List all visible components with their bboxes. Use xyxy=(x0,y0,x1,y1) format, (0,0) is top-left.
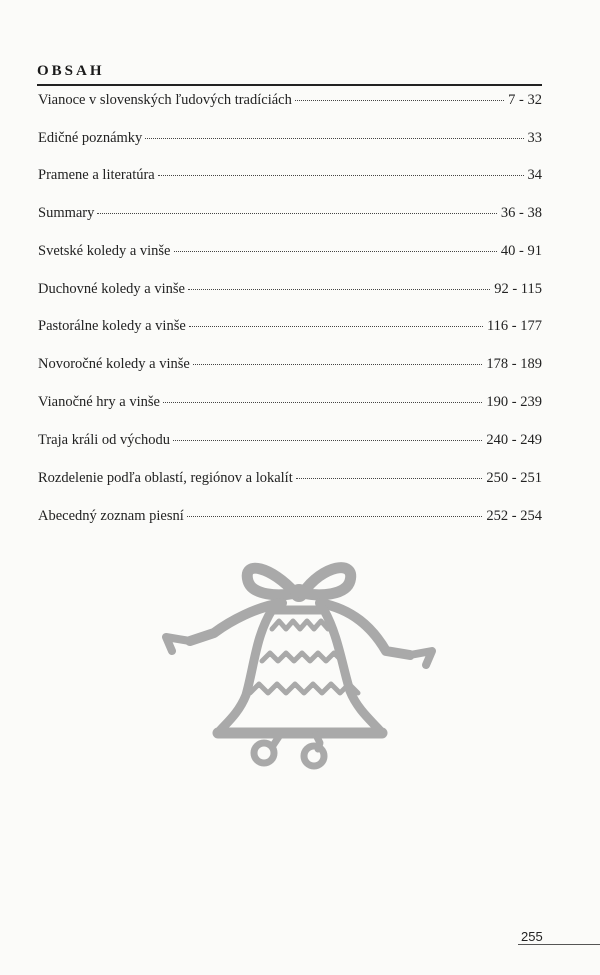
bell-with-bow-icon xyxy=(160,555,440,770)
toc-entry-page: 252 - 254 xyxy=(486,508,542,524)
toc-entry-page: 36 - 38 xyxy=(500,205,542,221)
toc-entry xyxy=(38,281,542,301)
heading-divider xyxy=(37,84,542,86)
page-number: 255 xyxy=(521,929,543,944)
toc-entry xyxy=(38,394,542,414)
toc-entry-title: Vianočné hry a vinše xyxy=(38,394,160,410)
dot-leader xyxy=(174,251,497,252)
toc-entry-title: Novoročné koledy a vinše xyxy=(38,356,190,372)
toc-entry xyxy=(38,92,542,112)
toc-entry-page: 190 - 239 xyxy=(486,394,542,410)
toc-entry-page: 178 - 189 xyxy=(486,356,542,372)
dot-leader xyxy=(193,364,483,365)
toc-entry-title: Pastorálne koledy a vinše xyxy=(38,318,186,334)
toc-entry-title: Pramene a literatúra xyxy=(38,167,155,183)
toc-entry-title: Summary xyxy=(38,205,95,221)
toc-entry-title: Edičné poznámky xyxy=(38,130,143,146)
toc-entry xyxy=(38,243,542,263)
toc-entry-page: 34 xyxy=(527,167,542,183)
toc-entry-page: 250 - 251 xyxy=(486,470,542,486)
toc-entry xyxy=(38,167,542,187)
toc-entry-page: 116 - 177 xyxy=(486,318,542,334)
footer-rule xyxy=(518,944,600,945)
toc-entry xyxy=(38,470,542,490)
toc-entry xyxy=(38,356,542,376)
dot-leader xyxy=(189,326,483,327)
toc-entry-page: 7 - 32 xyxy=(508,92,542,108)
dot-leader xyxy=(145,138,523,139)
toc-entry-title: Svetské koledy a vinše xyxy=(38,243,171,259)
toc-entry-title: Rozdelenie podľa oblastí, regiónov a lokalít xyxy=(38,470,293,486)
toc-entry-title: Vianoce v slovenských ľudových tradíciách xyxy=(38,92,292,108)
toc-entry-page: 92 - 115 xyxy=(494,281,542,297)
toc-heading: OBSAH xyxy=(37,63,105,79)
dot-leader xyxy=(188,289,490,290)
dot-leader xyxy=(173,440,482,441)
toc-entry-title: Duchovné koledy a vinše xyxy=(38,281,185,297)
toc-entry-page: 40 - 91 xyxy=(500,243,542,259)
dot-leader xyxy=(187,516,483,517)
toc-entry xyxy=(38,432,542,452)
dot-leader xyxy=(163,402,482,403)
toc-entry-page: 240 - 249 xyxy=(486,432,542,448)
toc-entry-title: Abecedný zoznam piesní xyxy=(38,508,184,524)
toc-entry-title: Traja králi od východu xyxy=(38,432,170,448)
dot-leader xyxy=(158,175,524,176)
toc-entry xyxy=(38,318,542,338)
toc-entry xyxy=(38,130,542,150)
toc-entry xyxy=(38,205,542,225)
dot-leader xyxy=(97,213,497,214)
toc-entry-page: 33 xyxy=(527,130,542,146)
toc-entry xyxy=(38,508,542,528)
dot-leader xyxy=(295,100,504,101)
dot-leader xyxy=(296,478,483,479)
